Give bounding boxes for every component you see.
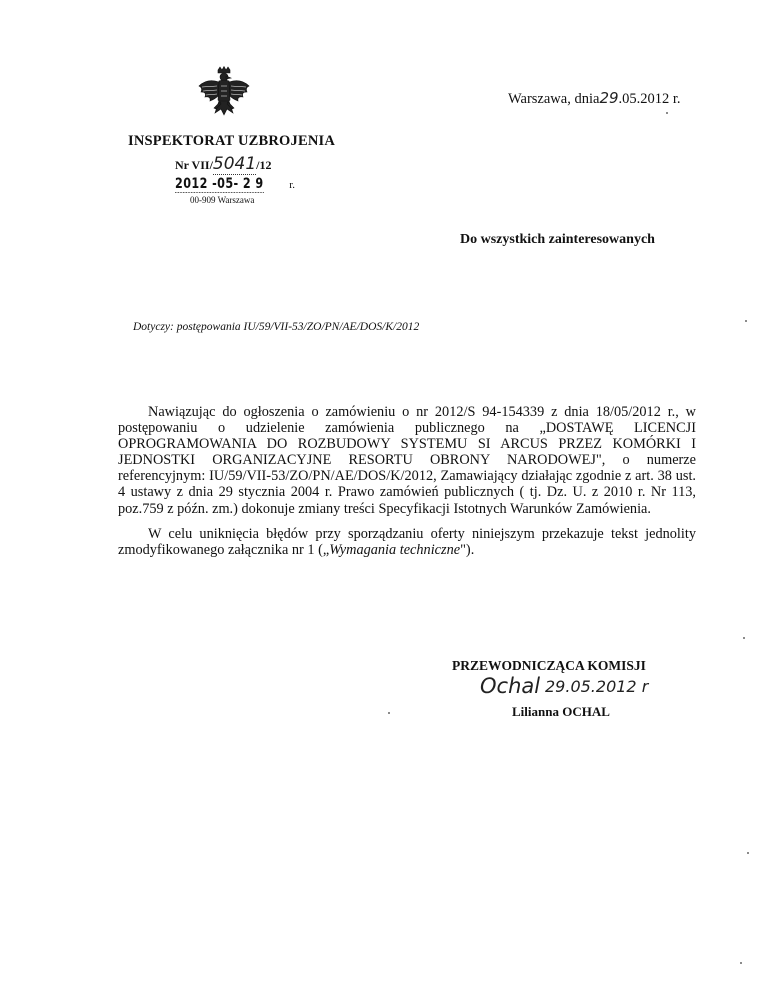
place-and-date [508,89,681,108]
polish-eagle-emblem-icon [197,66,251,126]
scan-speck [747,852,749,854]
subject-line: Dotyczy: postępowania IU/59/VII-53/ZO/PN/AE/DOS/K/2012 [133,321,420,333]
handwritten-reference: 5041 [212,154,257,174]
handwritten-signature-date: 29.05.2012 r [545,677,649,696]
scan-speck [666,112,668,114]
postal-code: 00-909 Warszawa [190,195,255,205]
body-paragraph-1: Nawiązując do ogłoszenia o zamówieniu o nr 2012/S 94-154339 z dnia 18/05/2012 r., w postępowaniu o udzielenie zamówienia publicznego na „DOSTAWĘ LICENCJI OPROGRAMOWANIA DO ROZBUDOWY SYSTEMU SI ARCUS PRZEZ KOMÓRKI I JEDNOSTKI ORGANIZACYJNE RESORTU OBRONY NARODOWEJ", o numerze referencyjnym: IU/59/VII-53/ZO/PN/AE/DOS/K/2012, Zamawiający działając zgodnie z art. 38 ust. 4 ustawy z dnia 29 stycznia 2004 r. Prawo zamówień publicznych ( tj. Dz. U. z 2010 r. Nr 113, poz.759 z późn. zm.) dokonuje zmiany treści Specyfikacji Istotnych Warunków Zamówienia. [118,404,696,517]
place-date-suffix: .05.2012 r. [618,91,681,107]
handwritten-signature: Ochal [480,674,541,698]
paragraph-2-end: "). [460,541,475,558]
body-paragraph-2 [118,526,696,558]
scan-speck [740,962,742,964]
letter-body [118,404,696,558]
stamp-date: 2012 -05- 2 9 [175,176,264,192]
scan-speck [745,320,747,322]
reference-suffix: /12 [256,158,272,172]
signatory-title: PRZEWODNICZĄCA KOMISJI [452,658,646,673]
reference-prefix: Nr VII/ [175,158,213,172]
stamp-suffix: r. [289,179,295,191]
date-stamp [175,176,335,193]
signatory-name: Lilianna OCHAL [512,704,610,719]
sender-header [128,133,335,205]
scan-speck [388,712,390,714]
recipients-line: Do wszystkich zainteresowanych [460,232,655,247]
scan-speck [743,637,745,639]
reference-number [175,154,335,174]
paragraph-2-text: W celu uniknięcia błędów przy sporządzaniu oferty niniejszym przekazuje tekst jednolity zmodyfikowanego załącznika nr 1 („ [118,525,696,558]
attachment-title: Wymagania techniczne [329,541,461,558]
place-date-prefix: Warszawa, dnia [508,91,600,107]
institution-name: INSPEKTORAT UZBROJENIA [128,133,336,149]
handwritten-day: 29 [599,89,619,107]
